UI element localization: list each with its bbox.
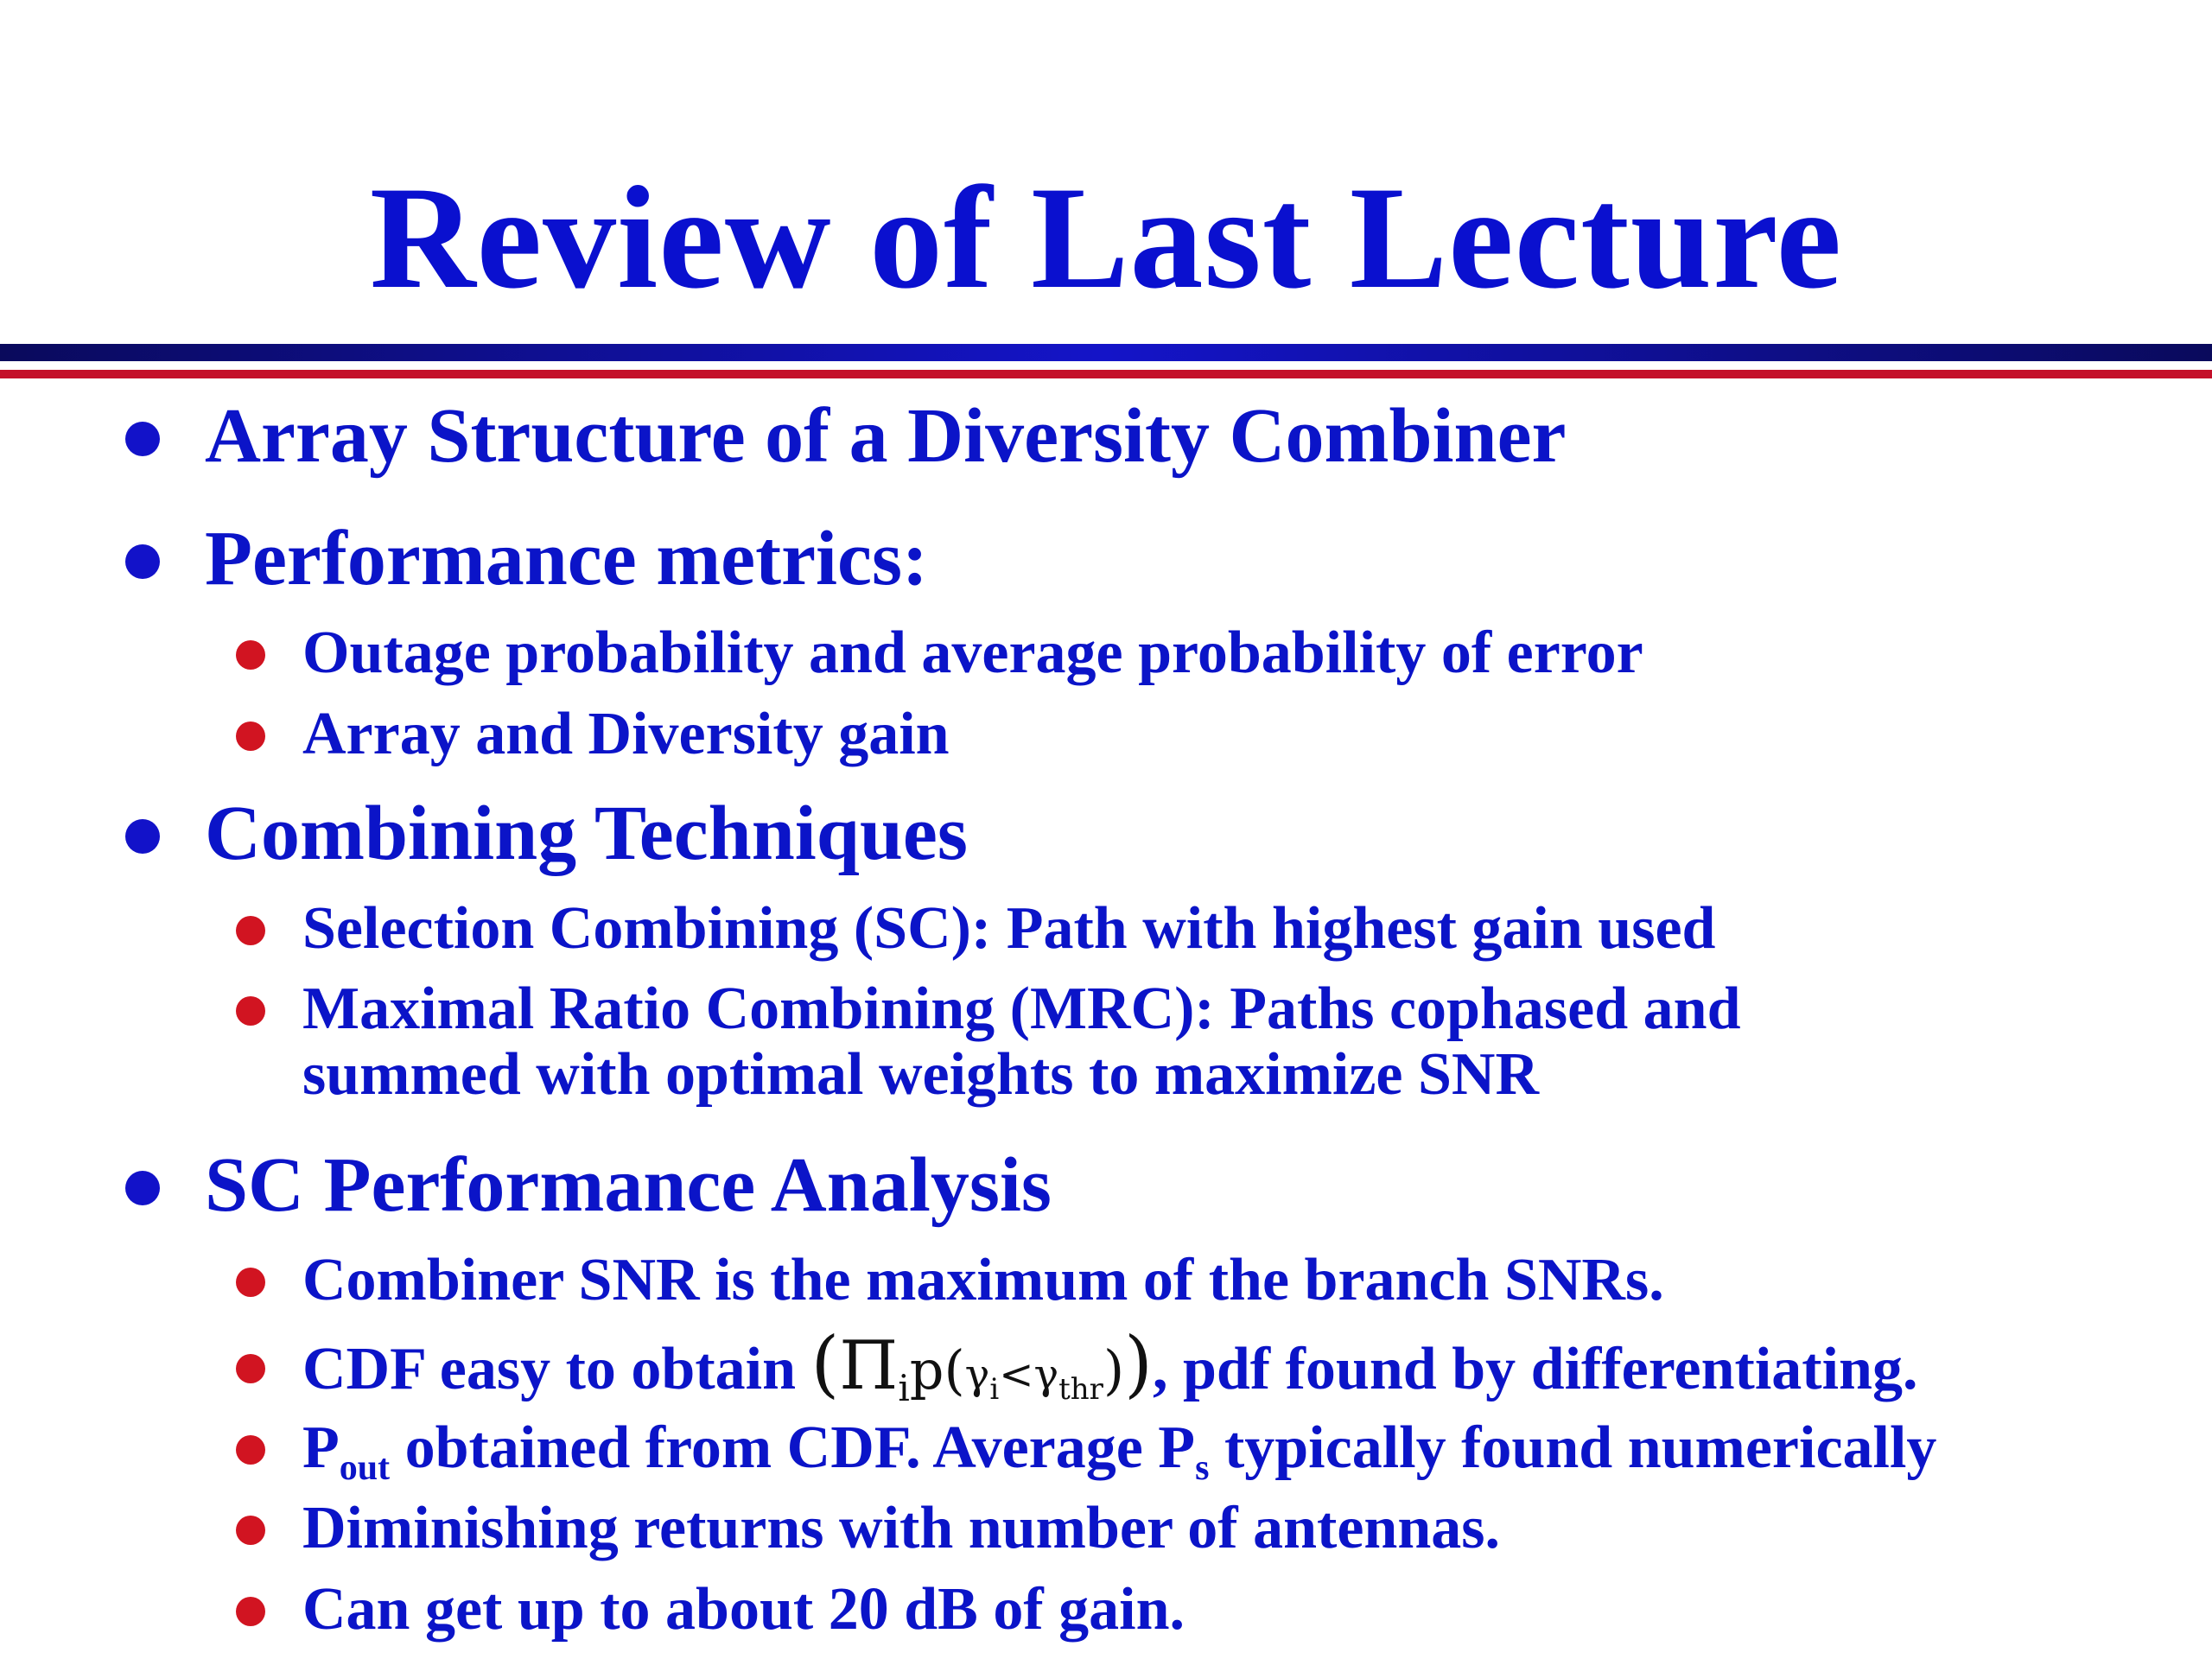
bullet-sc-performance-analysis: SC Performance Analysis	[205, 1142, 1052, 1228]
bullet-dot-level1	[125, 544, 160, 579]
slide-title: Review of Last Lecture	[369, 156, 1843, 319]
product-symbol: Π	[839, 1327, 899, 1405]
title-rule-red	[0, 370, 2212, 378]
gamma-threshold-symbol: γ	[1033, 1351, 1059, 1399]
subbullet-cdf-easy	[302, 1321, 1918, 1424]
cdf-close-paren: )	[1124, 1321, 1153, 1406]
bullet-array-structure: Array Structure of a Diversity Combiner	[205, 393, 1567, 479]
subbullet-mrc-line1: Maximal Ratio Combining (MRC): Paths cophased and	[302, 976, 1741, 1042]
bullet-dot-level1	[125, 1171, 160, 1205]
cdf-prefix: CDF easy to obtain	[302, 1336, 811, 1402]
bullet-combining-techniques: Combining Techniques	[205, 791, 968, 876]
subbullet-diminishing-returns: Diminishing returns with number of antennas.	[302, 1495, 1500, 1561]
gamma-symbol: γ	[964, 1351, 990, 1399]
cdf-suffix: , pdf found by differentiating.	[1152, 1336, 1918, 1402]
ps-subscript: s	[1195, 1448, 1210, 1488]
gamma-threshold-index: thr	[1058, 1372, 1103, 1407]
title-rule-blue	[0, 344, 2212, 361]
bullet-dot-level1	[125, 422, 160, 456]
bullet-dot-level2	[236, 1354, 265, 1383]
subbullet-array-diversity-gain: Array and Diversity gain	[302, 701, 950, 767]
product-index: i	[898, 1367, 910, 1409]
cdf-open-paren: (	[810, 1321, 840, 1406]
bullet-dot-level2	[236, 640, 265, 670]
pout-middle-text: obtained from CDF. Average P	[390, 1414, 1196, 1481]
subbullet-mrc-line2: summed with optimal weights to maximize SNR	[302, 1041, 1540, 1108]
pout-subscript: out	[339, 1448, 391, 1488]
probability-open: p(	[909, 1338, 965, 1402]
probability-close: )	[1103, 1338, 1125, 1402]
bullet-dot-level2	[236, 916, 265, 945]
subbullet-20db-gain: Can get up to about 20 dB of gain.	[302, 1576, 1185, 1643]
bullet-dot-level2	[236, 1516, 265, 1545]
title-rule-gap	[0, 361, 2212, 370]
subbullet-selection-combining: Selection Combining (SC): Path with highest gain used	[302, 895, 1716, 962]
subbullet-combiner-snr: Combiner SNR is the maximum of the branch SNRs.	[302, 1247, 1664, 1313]
bullet-dot-level1	[125, 819, 160, 854]
bullet-dot-level2	[236, 1597, 265, 1626]
bullet-dot-level2	[236, 1435, 265, 1465]
subbullet-outage-probability: Outage probability and average probability of error	[302, 620, 1643, 686]
pout-end-text: typically found numerically	[1209, 1414, 1937, 1481]
bullet-dot-level2	[236, 996, 265, 1026]
gamma-index: i	[989, 1372, 1000, 1407]
bullet-performance-metrics: Performance metrics:	[205, 516, 928, 601]
bullet-dot-level2	[236, 721, 265, 751]
bullet-dot-level2	[236, 1268, 265, 1297]
less-than-symbol: <	[999, 1351, 1034, 1399]
pout-symbol: P	[302, 1414, 340, 1481]
subbullet-pout-obtained	[302, 1414, 1936, 1503]
